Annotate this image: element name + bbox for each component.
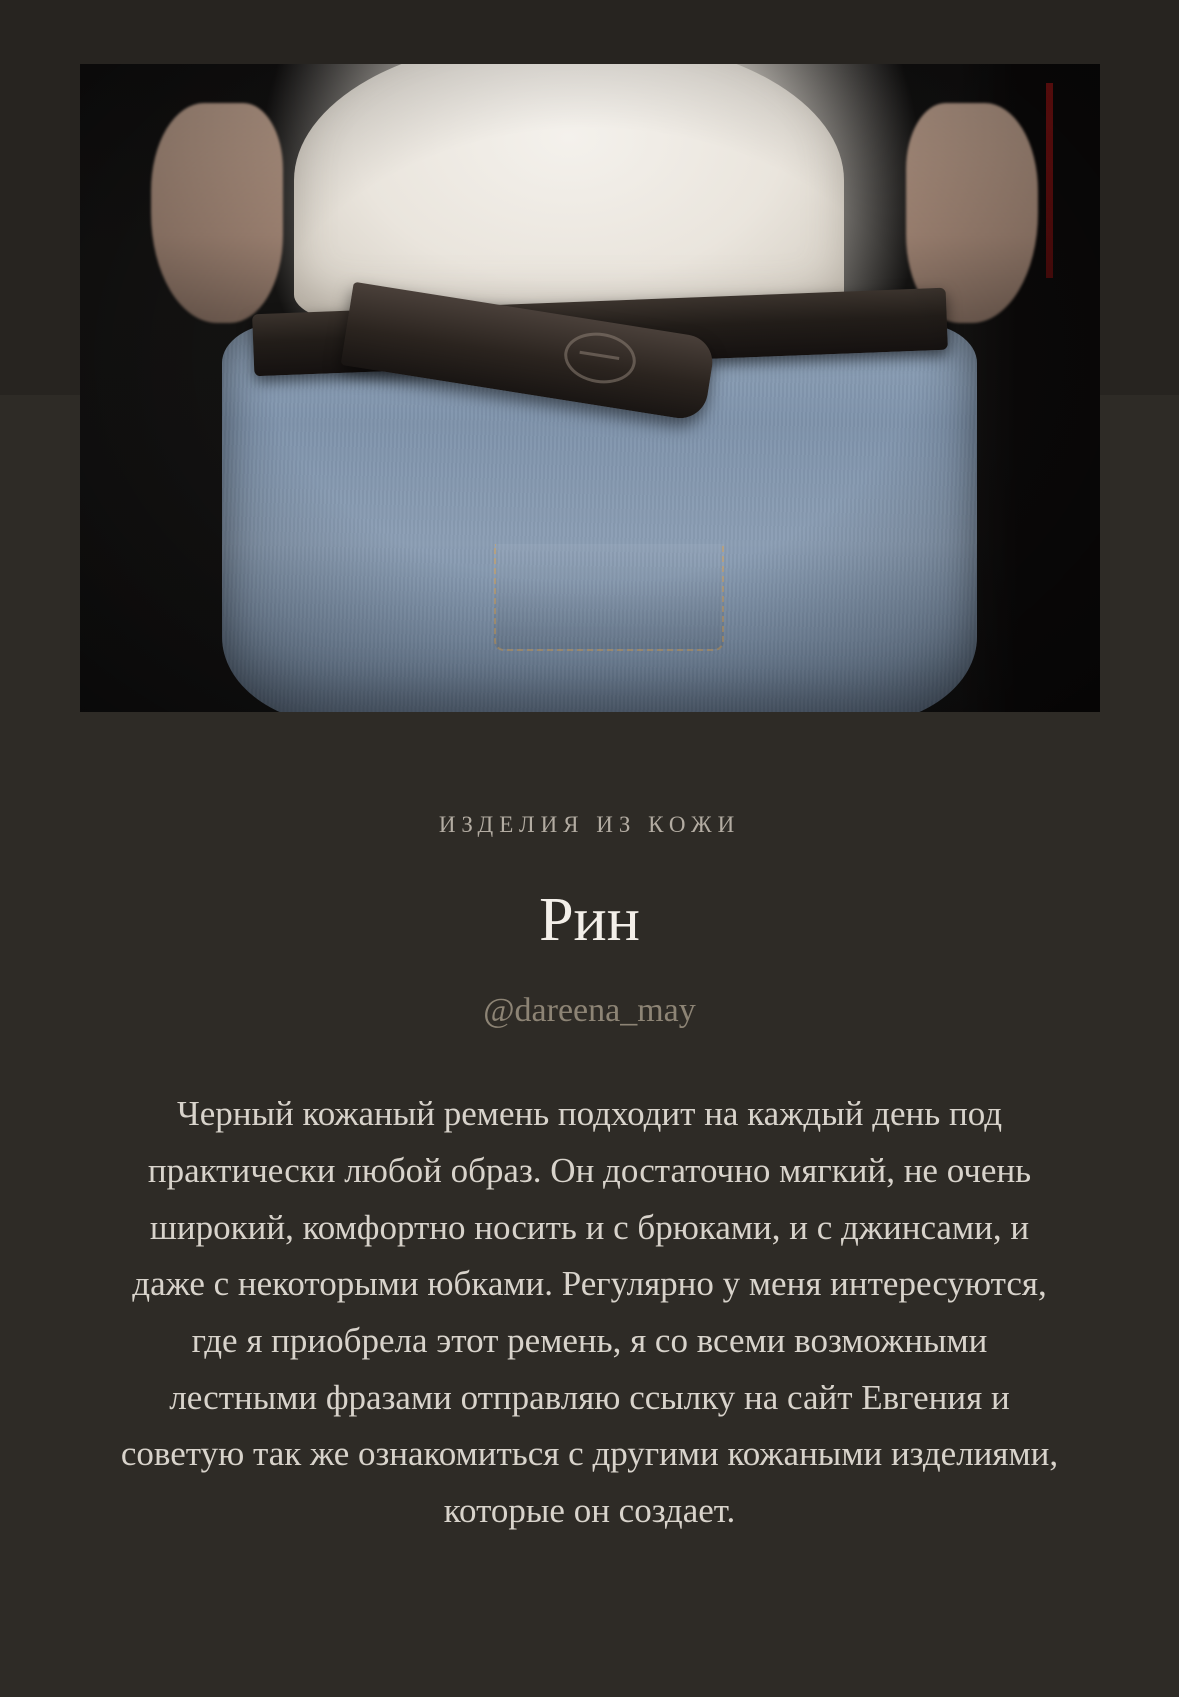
arm-left: [151, 103, 284, 323]
belt-photo-image: [80, 64, 1100, 712]
jeans-pocket: [494, 544, 724, 650]
category-eyebrow: ИЗДЕЛИЯ ИЗ КОЖИ: [438, 812, 741, 837]
testimonial-body: Черный кожаный ремень подходит на каждый день под практически любой образ. Он достаточно мягкий, не очень широкий, комфортно носить и с брюками, и с джинсами, и даже с некоторыми юбками. Регулярно у меня интересуются, где я приобрела этот ремень, я со всеми возможными лестными фразами отправляю ссылку на сайт Евгения и советую так же ознакомиться с другими кожаными изделиями, которые он создает.: [120, 1094, 1059, 1530]
social-handle: @dareena_may: [483, 992, 696, 1030]
page-title: Рин: [539, 886, 640, 954]
product-photo: [80, 64, 1100, 712]
background-red-stripe: [1046, 83, 1053, 277]
page-content: [0, 64, 1179, 1540]
white-shirt: [294, 64, 845, 323]
